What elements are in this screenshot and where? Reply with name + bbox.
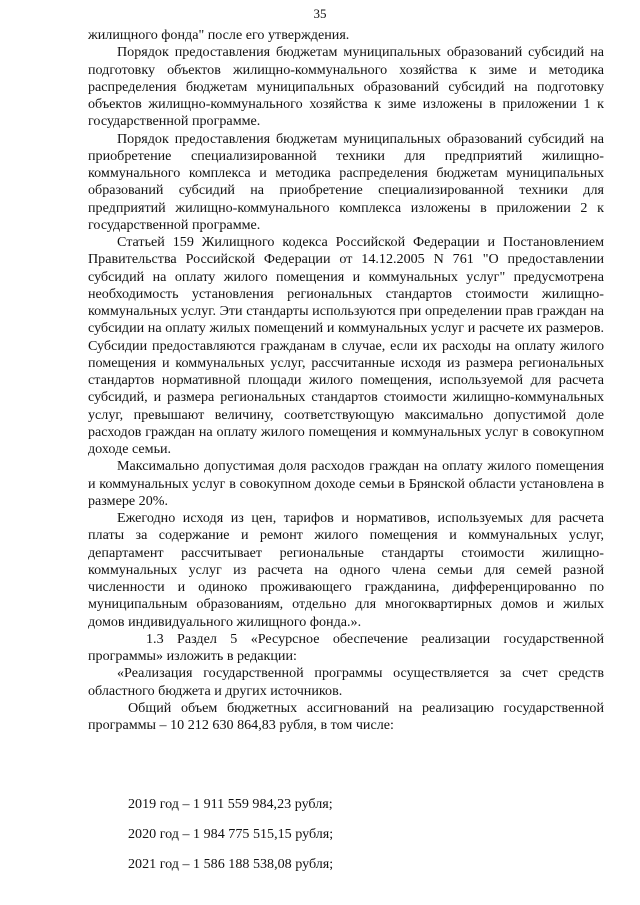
funding-year-2021: 2021 год – 1 586 188 538,08 рубля; [128, 856, 334, 872]
funding-by-year-list [128, 796, 528, 886]
paragraph-continuation: жилищного фонда" после его утверждения. [88, 27, 350, 43]
paragraph-subsidy-preparation: Порядок предоставления бюджетам муниципальных образований субсидий на подготовку объектов жилищно-коммунального хозяйства к зиме и методика распределения бюджетам муниципальных образований субсидий на подготовку объектов жилищно-коммунального хозяйства к зиме изложены в приложении 1 к государственной программе. [88, 44, 604, 130]
paragraph-subsidy-equipment: Порядок предоставления бюджетам муниципальных образований субсидий на приобретение специализированной техники для предприятий жилищно-коммунального комплекса и методика распределения бюджетам муниципальных образований субсидий на приобретение специализированной техники для предприятий жилищно-коммунального комплекса изложены в приложении 2 к государственной программе. [88, 130, 604, 233]
funding-year-2019: 2019 год – 1 911 559 984,23 рубля; [128, 796, 333, 812]
page-number: 35 [313, 6, 327, 21]
paragraph-housing-code: Статьей 159 Жилищного кодекса Российской Федерации и Постановлением Правительства Российской Федерации от 14.12.2005 N 761 "О предоставлении субсидий на оплату жилого помещения и коммунальных услуг" предусмотрена необходимость установления региональных стандартов стоимости жилищно-коммунальных услуг. Эти стандарты используются при определении прав граждан на субсидии на оплату жилых помещений и коммунальных услуг и расчете их размеров. Субсидии предоставляются гражданам в случае, если их расходы на оплату жилого помещения и коммунальных услуг, рассчитанные исходя из размера региональных стандартов нормативной площади жилого помещения, используемой для расчета субсидий, и размера региональных стандартов стоимости жилищно-коммунальных услуг, превышают величину, соответствующую максимально допустимой доле расходов граждан на оплату жилого помещения и коммунальных услуг в совокупном доходе семьи. [88, 234, 604, 457]
paragraph-max-share: Максимально допустимая доля расходов граждан на оплату жилого помещения и коммунальных услуг в совокупном доходе семьи в Брянской области установлена в размере 20%. [88, 458, 604, 509]
document-body [88, 27, 604, 734]
paragraph-total-funding: Общий объем бюджетных ассигнований на реализацию государственной программы – 10 212 630 864,83 рубля, в том числе: [88, 699, 604, 733]
paragraph-regional-standards: Ежегодно исходя из цен, тарифов и нормативов, используемых для расчета платы за содержание и ремонт жилого помещения и коммунальных услуг, департамент рассчитывает региональные стандарты стоимости жилищно-коммунальных услуг из расчета на одного члена семьи для семей разной численности и одиноко проживающего гражданина, дифференцированно по муниципальным образованиям, отдельно для многоквартирных домов и жилых домов индивидуального жилищного фонда.». [88, 510, 604, 630]
paragraph-section-5-amendment: 1.3 Раздел 5 «Ресурсное обеспечение реализации государственной программы» изложить в редакции: [88, 630, 604, 664]
funding-year-2020: 2020 год – 1 984 775 515,15 рубля; [128, 826, 334, 842]
paragraph-funding-sources: «Реализация государственной программы осуществляется за счет средств областного бюджета и других источников. [88, 665, 604, 699]
